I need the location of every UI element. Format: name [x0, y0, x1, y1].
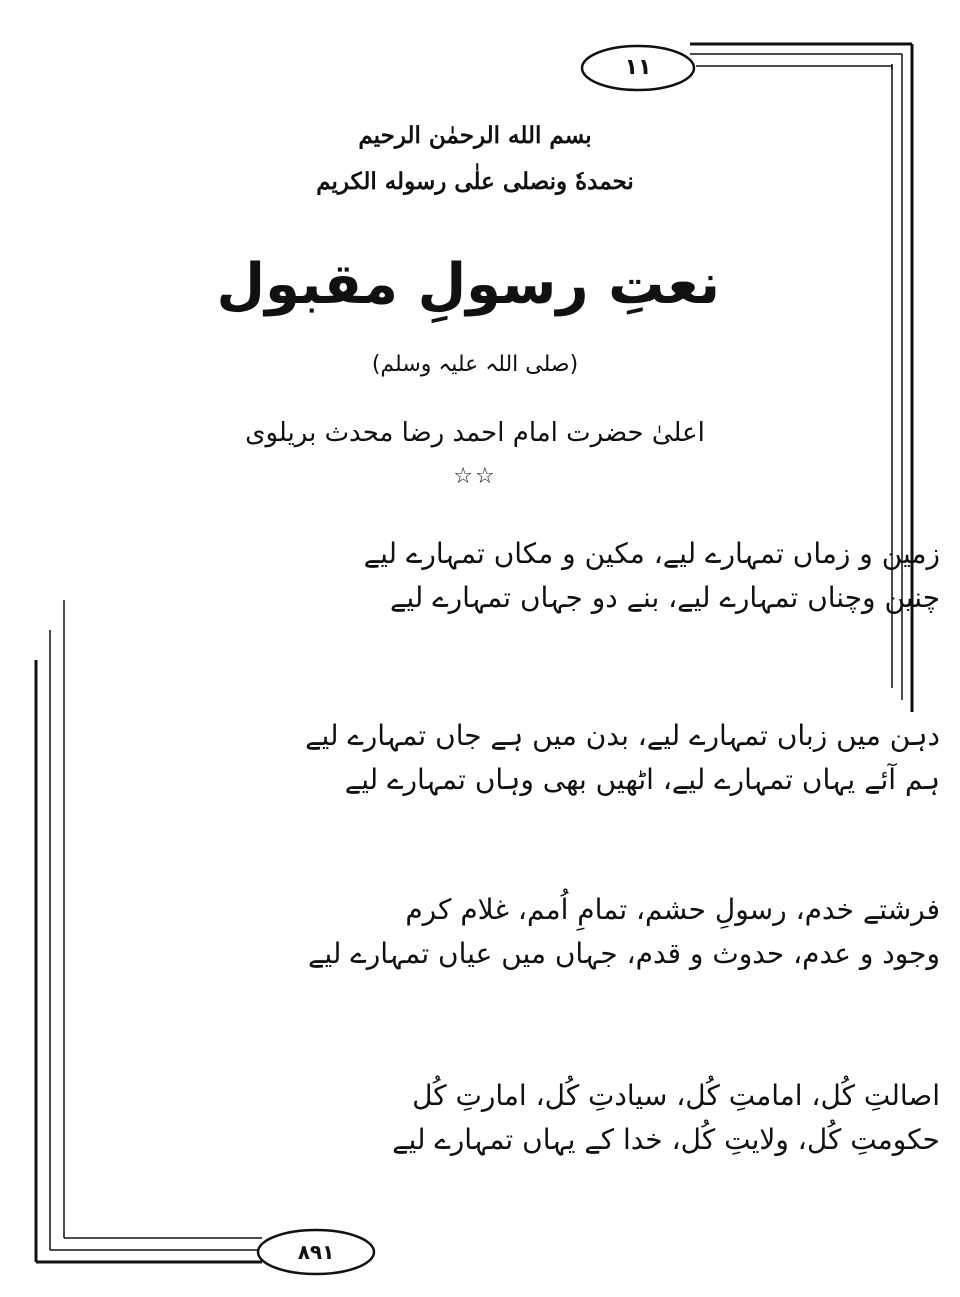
praise-line: نحمدهٗ ونصلی علٰی رسوله الکریم: [316, 168, 634, 195]
verse-1-line-2: چنین وچناں تمہارے لیے، بنے دو جہاں تمہارے لیے: [389, 581, 940, 614]
bottom-page-number: ۸۹۱: [297, 1240, 335, 1264]
verse-2-line-2: ہم آئے یہاں تمہارے لیے، اٹھیں بھی وہاں تمہارے لیے: [344, 763, 940, 796]
author-line: اعلیٰ حضرت امام احمد رضا محدث بریلوی: [245, 418, 705, 448]
verse-4-line-1: اصالتِ کُل، امامتِ کُل، سیادتِ کُل، امارتِ کُل: [412, 1079, 940, 1112]
verse-4-line-2: حکومتِ کُل، ولایتِ کُل، خدا کے یہاں تمہارے لیے: [392, 1123, 940, 1156]
verse-2: [240, 714, 940, 802]
verse-2-line-1: دہن میں زباں تمہارے لیے، بدن میں ہے جاں تمہارے لیے: [305, 719, 940, 752]
salutation: (صلی اللہ علیہ وسلم): [371, 352, 579, 377]
verse-1: [240, 532, 940, 620]
poem-title: نعتِ رسولِ مقبول: [216, 252, 720, 317]
verse-1-line-1: زمین و زماں تمہارے لیے، مکین و مکاں تمہارے لیے: [363, 537, 940, 570]
bismillah-line: بسم الله الرحمٰن الرحیم: [358, 122, 592, 149]
verse-3-line-1: فرشتے خدم، رسولِ حشم، تمامِ اُمم، غلام کرم: [405, 893, 940, 926]
verse-3: [240, 888, 940, 976]
star-ornament: ☆☆: [453, 464, 497, 489]
verse-4: [240, 1074, 940, 1162]
verse-3-line-2: وجود و عدم، حدوث و قدم، جہاں میں عیاں تمہارے لیے: [308, 937, 940, 970]
bottom-left-border: [36, 600, 262, 1262]
top-page-number: ١١: [624, 55, 652, 80]
